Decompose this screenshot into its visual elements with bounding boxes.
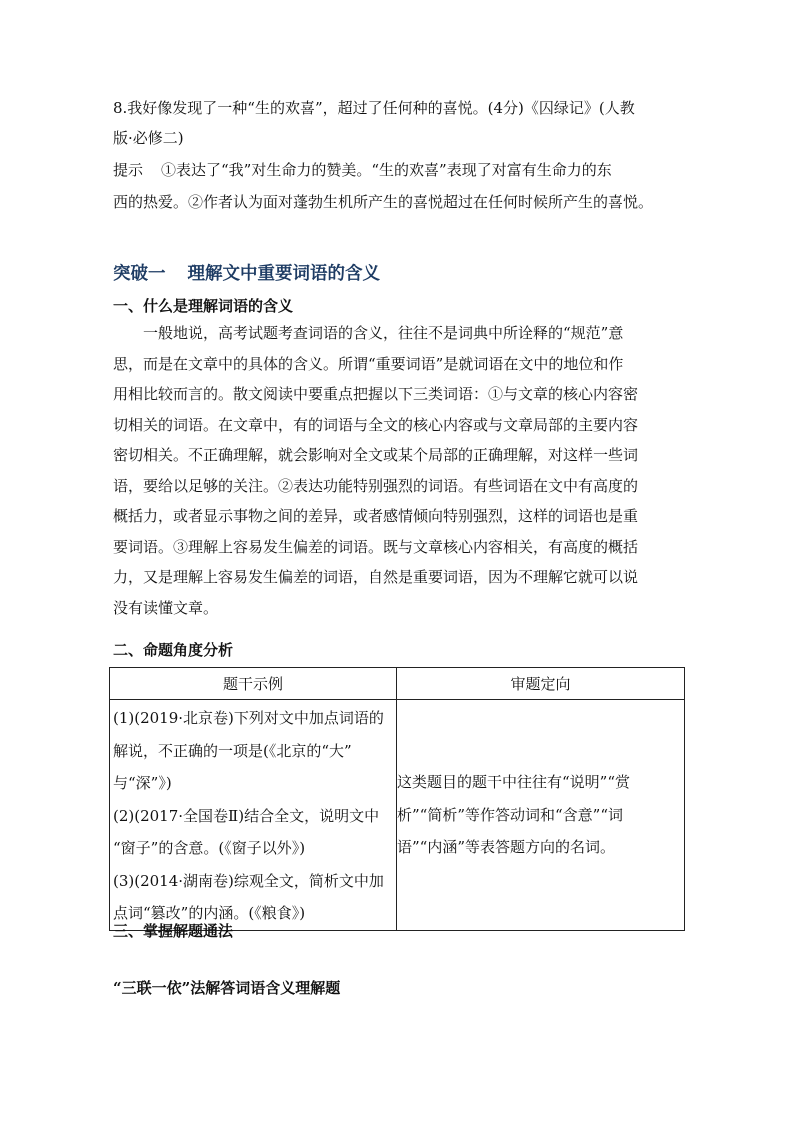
table-cell-examples [110,700,397,931]
question-line-1: 8.我好像发现了一种“生的欢喜”，超过了任何种的喜悦。(4分)《囚绿记》(人教 [113,99,635,117]
example-line: (1)(2019·北京卷)下列对文中加点词语的 [113,709,384,727]
orientation-line: 语”“内涵”等表答题方向的名词。 [397,838,616,856]
example-line: (2)(2017·全国卷Ⅱ)结合全文，说明文中 [113,806,380,825]
table-cell-orientation [397,700,685,931]
paragraph-line: 力，又是理解上容易发生偏差的词语，自然是重要词语，因为不理解它就可以说 [113,568,639,586]
table-header-orientation: 审题定向 [397,668,685,700]
hint-line-2: 西的热爱。②作者认为面对蓬勃生机所产生的喜悦超过在任何时候所产生的喜悦。 [113,193,654,211]
paragraph-line: 密切相关。不正确理解，就会影响对全文或某个局部的正确理解，对这样一些词 [113,446,639,464]
part1-paragraph [113,318,683,623]
paragraph-line: 语，要给以足够的关注。②表达功能特别强烈的词语。有些词语在文中有高度的 [113,476,639,495]
table-header-row [110,668,685,700]
part3-heading: 三、掌握解题通法 [113,922,234,940]
section-title-main: 理解文中重要词语的含义 [187,264,380,284]
hint-label: 提示 [113,161,144,179]
paragraph-line: 思，而是在文章中的具体的含义。所谓“重要词语”是就词语在文中的地位和作 [113,354,624,373]
section-title [113,262,380,286]
orientation-line: 析”“简析”等作答动词和“含意”“词 [397,805,624,824]
paragraph-line: 切相关的词语。在文章中，有的词语与全文的核心内容或与文章局部的主要内容 [113,415,639,434]
paragraph-line: 概括力，或者显示事物之间的差异，或者感情倾向特别强烈，这样的词语也是重 [113,507,639,525]
paragraph-line: 用相比较而言的。散文阅读中要重点把握以下三类词语：①与文章的核心内容密 [113,385,639,403]
question-line-2: 版·必修二) [113,129,184,147]
part2-heading: 二、命题角度分析 [113,641,234,659]
paragraph-line: 要词语。③理解上容易发生偏差的词语。既与文章核心内容相关，有高度的概括 [113,537,639,556]
hint-text-1: ①表达了“我”对生命力的赞美。“生的欢喜”表现了对富有生命力的东 [161,161,612,179]
example-line: “窗子”的含意。(《窗子以外》) [113,839,306,857]
example-line: 与“深”》) [113,774,172,792]
analysis-table [109,667,685,931]
section-title-prefix: 突破一 [113,264,166,284]
paragraph-line: 没有读懂文章。 [113,598,219,617]
method-title: “三联一依”法解答词语含义理解题 [113,979,341,997]
table-row [110,700,685,931]
example-line: 点词“篡改”的内涵。(《粮食》) [113,904,306,922]
paragraph-line: 一般地说，高考试题考查词语的含义，往往不是词典中所诠释的“规范”意 [143,324,624,342]
part1-heading: 一、什么是理解词语的含义 [113,297,294,315]
table-header-examples: 题干示例 [110,668,397,700]
example-line: (3)(2014·湖南卷)综观全文，简析文中加 [113,871,384,890]
example-line: 解说，不正确的一项是(《北京的“大” [113,741,352,760]
orientation-line: 这类题目的题干中往往有“说明”“赏 [397,773,631,791]
hint-line-1 [113,160,612,180]
